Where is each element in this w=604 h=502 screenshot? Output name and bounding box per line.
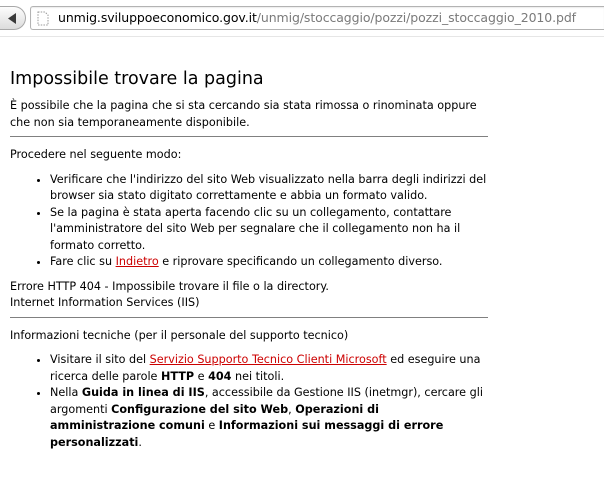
list-item-text: , accessibile da Gestione IIS (inetmgr), cercare gli argomenti <box>50 386 483 416</box>
microsoft-support-link[interactable]: Servizio Supporto Tecnico Clienti Microsoft <box>149 353 387 366</box>
topic-admin-ops: Operazioni di amministrazione comuni <box>50 402 379 432</box>
url-path: /unmig/stoccaggio/pozzi/pozzi_stoccaggio_2010.pdf <box>256 10 576 25</box>
topic-site-config: Configurazione del sito Web <box>111 402 289 416</box>
list-item-text: nei titoli. <box>231 369 285 383</box>
list-item-text: e <box>204 419 219 432</box>
tech-list <box>10 352 488 451</box>
browser-toolbar <box>0 0 604 37</box>
list-item <box>50 352 488 385</box>
divider <box>10 136 488 137</box>
back-link[interactable]: Indietro <box>115 255 159 268</box>
list-item-text: e <box>194 369 209 383</box>
back-arrow-icon <box>6 12 18 25</box>
url-host-prefix: unmig. <box>58 10 101 25</box>
server-text: Internet Information Services (IIS) <box>10 296 200 309</box>
list-item: • Verificare che l'indirizzo del sito Web visualizzato nella barra degli indirizzi del browser sia stato digitato correttamente e abbia un formato valido. <box>50 172 488 205</box>
intro-text: È possibile che la pagina che si sta cercando sia stata rimossa o rinominata oppure che non sia temporaneamente disponibile. <box>10 99 477 129</box>
url-text <box>58 10 576 25</box>
list-item-text: Visitare il sito del <box>50 353 150 366</box>
list-item: • Se la pagina è stata aperta facendo clic su un collegamento, contattare l'amministratore del sito Web per segnalare che il collegamento non ha il formato corretto. <box>50 205 488 255</box>
list-item <box>50 254 488 271</box>
error-code-text: Errore HTTP 404 - Impossibile trovare il file o la directory. <box>10 279 329 293</box>
list-item-text: , <box>288 402 296 416</box>
iis-guide-term: Guida in linea di IIS <box>81 386 205 399</box>
list-item-text: Nella <box>50 386 82 399</box>
page-title: Impossibile trovare la pagina <box>10 69 264 89</box>
procedure-heading: Procedere nel seguente modo: <box>10 148 182 161</box>
error-page <box>10 68 488 459</box>
procedure-list <box>10 172 488 271</box>
list-item <box>50 385 488 451</box>
list-item-text: . <box>138 435 142 449</box>
divider <box>10 317 488 318</box>
list-item-text: Fare clic su <box>50 255 116 268</box>
list-item-text: ed eseguire una ricerca delle parole <box>50 353 481 383</box>
list-item-text: e riprovare specificando un collegamento diverso. <box>158 255 443 268</box>
address-bar[interactable] <box>30 6 604 30</box>
page-icon <box>36 11 50 26</box>
topic-error-messages: Informazioni sui messaggi di errore personalizzati <box>50 419 444 449</box>
tech-heading: Informazioni tecniche (per il personale del supporto tecnico) <box>10 328 349 342</box>
url-host: sviluppoeconomico.gov.it <box>100 10 257 25</box>
keyword-http: HTTP <box>161 369 195 383</box>
keyword-404: 404 <box>208 369 232 383</box>
back-button[interactable] <box>0 6 26 30</box>
